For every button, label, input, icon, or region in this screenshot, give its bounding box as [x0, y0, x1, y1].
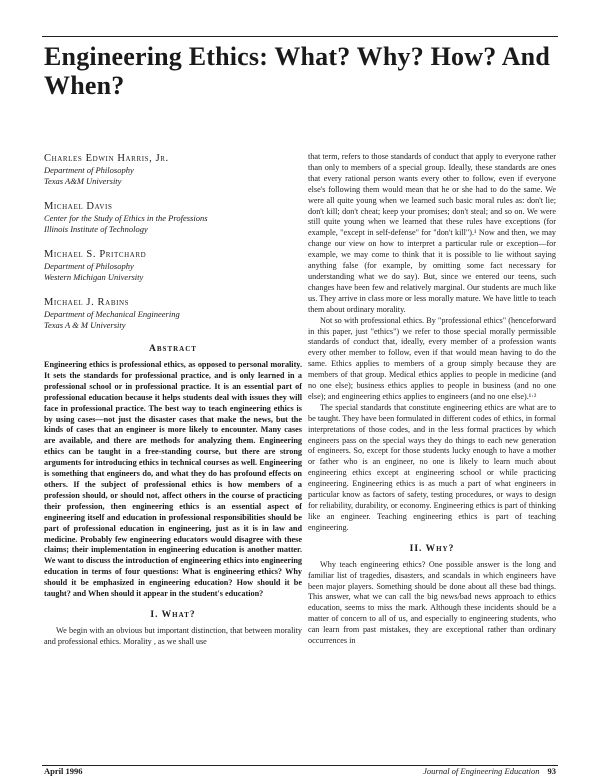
section-heading-why: II. Why? [409, 543, 455, 554]
section-what-text: We begin with an obvious but important distinction, that between morality and professional ethics. Morality , as we shall use [44, 625, 302, 646]
page-footer [44, 768, 556, 778]
author-block [44, 152, 302, 186]
author-department: Center for the Study of Ethics in the Professions [44, 213, 208, 223]
paragraph-professional-ethics: Not so with professional ethics. By "professional ethics" (henceforward in this paper, just "ethics") we refer to those special morally permissible standards of conduct that, ideally, every member of a profession wants every other member to follow, even if that would mean having to do the same. Ethics applies to members of a group simply because they are members of that group. Medical ethics applies to people in medicine (and no one else); business ethics applies to people in business (and no one else); and engineering ethics applies to engineers (and no one else).¹·² [308, 315, 556, 401]
author-institution: Western Michigan University [44, 271, 144, 282]
author-department: Department of Philosophy [44, 261, 134, 271]
author-department: Department of Mechanical Engineering [44, 309, 180, 319]
abstract-text: Engineering ethics is professional ethics, as opposed to personal morality. It sets the standards for professional practice, and is only learned in a professional school or in professional practice. It is an essential part of professional education because it helps students deal with issues they will face in professional practice. The best way to teach engineering ethics is by using cases—not just the disaster cases that make the news, but the kinds of cases that an engineer is more likely to encounter. Many cases are available, and there are methods for analyzing them. Engineering ethics can be taught in a free-standing course, but there are strong arguments for introducing ethics in technical courses as well. Engineering is something that engineers do, and what they do has profound effects on others. If the subject of professional ethics is how members of a profession should, or should not, affect others in the course of practicing their profession, then engineering ethics is an essential aspect of engineering itself and education in professional responsibilities should be part of professional education in engineering, just as it is in law and medicine. Probably few engineering educators would disagree with these claims; their implementation in engineering education is another matter. We want to discuss the introduction of engineering ethics into engineering education in terms of four questions: What is engineering ethics? Why should it be emphasized in engineering education? How should it be taught? and When should it appear in the student's education? [44, 360, 302, 599]
author-institution: Texas A & M University [44, 319, 126, 330]
footer-date: April 1996 [44, 766, 83, 776]
author-institution: Texas A&M University [44, 175, 122, 186]
footer-journal: Journal of Engineering Education [423, 766, 540, 776]
author-name: Michael J. Rabins [44, 297, 130, 308]
paragraph-special-standards: The special standards that constitute engineering ethics are what are to be taught. They have been formulated in different codes of ethics, in formal interpretations of those codes, and in the less formal practices by which engineers pass on the special ways they do things to each new generation of engineers. So, except for those students lucky enough to have a mother or father who is an engineer, no one is likely to learn much about engineering ethics except at engineering school or while practicing engineering. Engineering ethics is as much a part of what engineers in particular know as factors of safety, testing procedures, or ways to design for reliability, durability, or economy. Engineering ethics is part of thinking like an engineer. Teaching engineering ethics is part of teaching engineering. [308, 402, 556, 532]
author-name: Michael Davis [44, 201, 113, 212]
top-rule [42, 36, 558, 37]
author-department: Department of Philosophy [44, 165, 134, 175]
author-name: Michael S. Pritchard [44, 249, 147, 260]
abstract-heading: Abstract [149, 344, 197, 354]
author-block [44, 200, 302, 234]
footer-journal-block [423, 766, 556, 776]
page-number: 93 [547, 766, 556, 776]
author-block [44, 248, 302, 282]
author-institution: Illinois Institute of Technology [44, 223, 148, 234]
paragraph-morality: that term, refers to those standards of conduct that apply to everyone rather than only to members of a special group. Ideally, these standards are ones that every rational person wants every other to follow, even if everyone else's following them would mean that he or she had to do the same. We were all quite young when we learned such basic moral rules as: don't lie; don't kill; don't cheat; keep your promises; don't steal; and so on. We were still quite young when we learned that these rules have exceptions (for example, "except in self-defense" for "don't kill").¹ Now and then, we may change our view on how to interpret a particular rule or exception—for example, we may come to think that it is possible to lie without saying anything false (for example, by omitting some fact necessary for understanding what we do say). But, since we entered our teens, such changes have been few and relatively marginal. Our students are much like us. They arrive in class more or less morally mature. We have little to teach them about ordinary morality. [308, 152, 556, 314]
section-heading-what: I. What? [150, 609, 196, 620]
left-column [44, 152, 302, 648]
author-name: Charles Edwin Harris, Jr. [44, 153, 169, 164]
author-block [44, 296, 302, 330]
right-column [308, 152, 556, 647]
paragraph-why-teach: Why teach engineering ethics? One possible answer is the long and familiar list of tragedies, disasters, and scandals in which engineers have been major players. Something should be done about all these bad things. This answer, what we can call the big news/bad news approach to ethics education, seems to miss the mark. Although these incidents should be a matter of concern to all of us, and especially to engineering students, who can learn from past mistakes, they are exceptional rather than ordinary occurrences in [308, 559, 556, 646]
article-title: Engineering Ethics: What? Why? How? And When? [44, 42, 550, 100]
